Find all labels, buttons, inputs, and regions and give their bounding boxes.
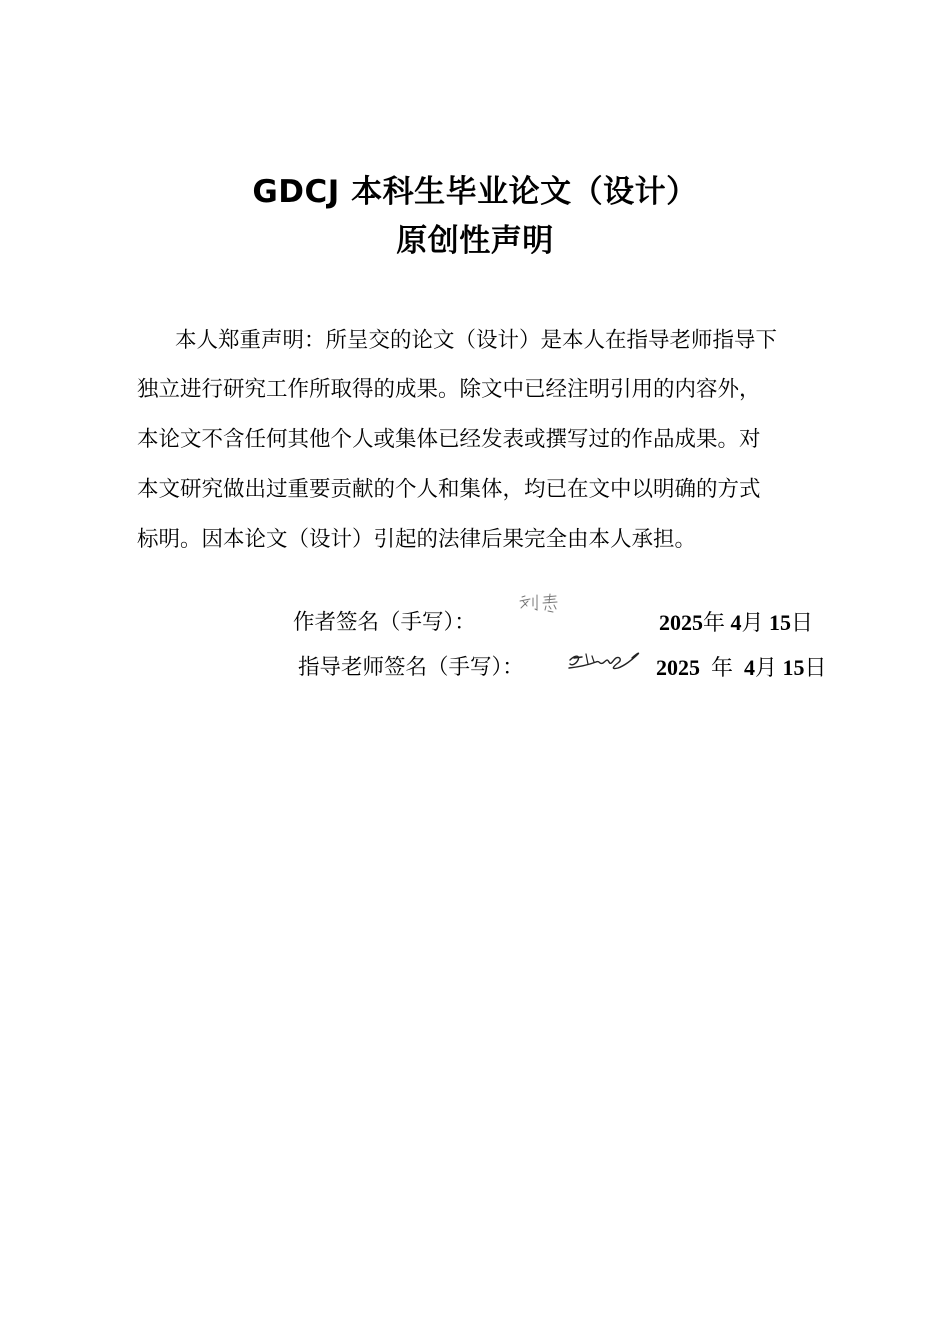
date-month-unit: 月 <box>755 656 778 681</box>
date-day-unit: 日 <box>791 611 814 636</box>
date-month: 4 <box>744 655 756 680</box>
declaration-line: 本人郑重声明：所呈交的论文（设计）是本人在指导老师指导下 <box>175 328 778 353</box>
date-day: 15 <box>769 610 792 635</box>
date-month-unit: 月 <box>741 611 764 636</box>
date-year: 2025 <box>659 610 703 635</box>
advisor-signature-image <box>566 648 646 676</box>
declaration-line: 独立进行研究工作所取得的成果。除文中已经注明引用的内容外， <box>137 377 761 402</box>
page-title: GDCJ 本科生毕业论文（设计） <box>252 174 698 210</box>
author-signature-date <box>659 608 813 639</box>
advisor-signature-date <box>656 653 827 684</box>
date-day-unit: 日 <box>804 656 827 681</box>
declaration-line: 本文研究做出过重要贡献的个人和集体，均已在文中以明确的方式 <box>137 477 761 502</box>
date-year-unit: 年 <box>711 656 734 681</box>
date-year: 2025 <box>656 655 700 680</box>
advisor-signature-label: 指导老师签名（手写）： <box>298 655 524 680</box>
page-subtitle: 原创性声明 <box>396 223 554 259</box>
date-day: 15 <box>782 655 805 680</box>
date-month: 4 <box>730 610 742 635</box>
date-year-unit: 年 <box>703 611 726 636</box>
declaration-line: 标明。因本论文（设计）引起的法律后果完全由本人承担。 <box>137 527 697 552</box>
author-signature-image <box>518 593 564 615</box>
declaration-line: 本论文不含任何其他个人或集体已经发表或撰写过的作品成果。对 <box>137 427 761 452</box>
author-signature-label: 作者签名（手写）： <box>293 610 476 635</box>
